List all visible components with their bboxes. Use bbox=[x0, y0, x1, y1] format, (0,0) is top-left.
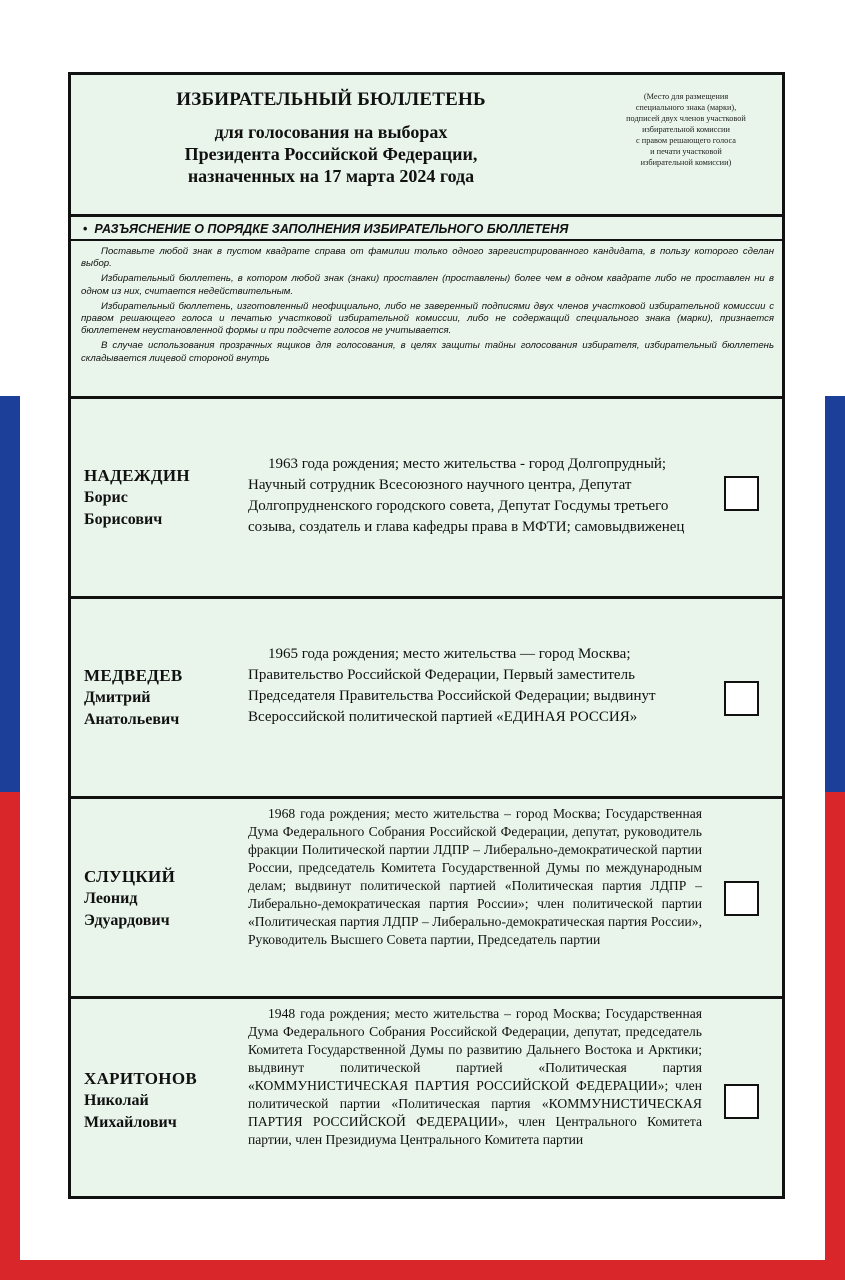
candidate-patronymic: Анатольевич bbox=[84, 711, 180, 728]
candidate-surname: СЛУЦКИЙ bbox=[84, 867, 176, 886]
candidate-info-text: 1963 года рождения; место жительства - город Долгопрудный; Научный сотрудник Всесоюзного научного центра, Депутат Долгопрудненского городского совета, Депутат Госдумы третьего созыва, создатель и глава кафедры права в МФТИ; самовыдвиженец bbox=[248, 456, 685, 535]
subtitle-line: Президента Российской Федерации, bbox=[184, 144, 478, 164]
candidate-patronymic: Михайлович bbox=[84, 1114, 177, 1131]
vote-checkbox-medvedev[interactable] bbox=[724, 681, 759, 716]
instruction-paragraph: Избирательный бюллетень, в котором любой знак (знаки) проставлен (проставлены) более чем в одном квадрате либо не проставлен ни в одном из них, считается недействительным. bbox=[81, 273, 774, 297]
candidate-name bbox=[84, 465, 234, 531]
stamp-note-line: (Место для размещения bbox=[643, 92, 729, 101]
candidate-surname: НАДЕЖДИН bbox=[84, 466, 190, 485]
ballot-subtitle bbox=[111, 121, 551, 187]
stamp-note-line: подписей двух членов участковой bbox=[626, 114, 746, 123]
candidate-info-text: 1948 года рождения; место жительства – город Москва; Государственная Дума Федерального Собрания Российской Федерации, депутат, председатель Комитета Государственной Думы по развитию Дальнего Востока и Арктики; выдвинут политической партией «Политическая партия «КОММУНИСТИЧЕСКАЯ ПАРТИЯ РОССИЙСКОЙ ФЕДЕРАЦИИ»; член политической партии «Политическая партия «КОММУНИСТИЧЕСКАЯ ПАРТИЯ РОССИЙСКОЙ ФЕДЕРАЦИИ», член Центрального Комитета партии, член Президиума Центрального Комитета партии bbox=[248, 1006, 702, 1147]
stamp-note-line: и печати участковой bbox=[650, 147, 722, 156]
ballot-header bbox=[71, 75, 782, 217]
candidate-first-name: Дмитрий bbox=[84, 689, 151, 706]
candidate-info bbox=[248, 1005, 702, 1149]
instructions-body bbox=[71, 241, 782, 365]
subtitle-line: назначенных на 17 марта 2024 года bbox=[187, 166, 475, 186]
vote-checkbox-slutsky[interactable] bbox=[724, 881, 759, 916]
candidate-info-text: 1968 года рождения; место жительства – город Москва; Государственная Дума Федерального Собрания Российской Федерации, депутат, руководитель фракции Политической партии ЛДПР – Либерально-демократической партии России, председатель Комитета Государственной Думы по международным делам; выдвинут политической партией «Политическая партия ЛДПР – Либерально-демократическая партия России»; член политической партии «Политическая партия ЛДПР – Либерально-демократическая партия России», Руководитель Высшего Совета партии, Председатель партии bbox=[248, 806, 702, 947]
vote-checkbox-nadezhdin[interactable] bbox=[724, 476, 759, 511]
stamp-note-line: избирательной комиссии) bbox=[640, 158, 732, 167]
candidate-first-name: Леонид bbox=[84, 890, 138, 907]
candidate-surname: ХАРИТОНОВ bbox=[84, 1069, 197, 1088]
candidate-info bbox=[248, 805, 702, 949]
candidate-info bbox=[248, 644, 702, 728]
instructions-heading bbox=[71, 217, 782, 241]
candidate-name bbox=[84, 1068, 234, 1134]
candidate-row-slutsky bbox=[71, 799, 782, 999]
candidate-first-name: Николай bbox=[84, 1092, 149, 1109]
candidate-row-nadezhdin bbox=[71, 399, 782, 599]
instructions-section bbox=[71, 217, 782, 399]
candidate-patronymic: Борисович bbox=[84, 511, 163, 528]
ballot-title: ИЗБИРАТЕЛЬНЫЙ БЮЛЛЕТЕНЬ bbox=[176, 89, 486, 110]
instructions-heading-text: РАЗЪЯСНЕНИЕ О ПОРЯДКЕ ЗАПОЛНЕНИЯ ИЗБИРАТЕЛЬНОГО БЮЛЛЕТЕНЯ bbox=[94, 222, 569, 236]
candidate-surname: МЕДВЕДЕВ bbox=[84, 666, 183, 685]
candidate-name bbox=[84, 665, 234, 731]
ballot bbox=[68, 72, 785, 1199]
subtitle-line: для голосования на выборах bbox=[214, 122, 448, 142]
instruction-paragraph: Избирательный бюллетень, изготовленный неофициально, либо не заверенный подписями двух членов участковой избирательной комиссии с правом решающего голоса и печатью участковой избирательной комиссии, либо не содержащий специального знака (марки), признается бюллетенем неустановленной формы и при подсчете голосов не учитывается. bbox=[81, 300, 774, 337]
stamp-note-line: специального знака (марки), bbox=[635, 103, 737, 112]
candidate-row-medvedev bbox=[71, 599, 782, 799]
candidate-row-kharitonov bbox=[71, 999, 782, 1196]
vote-checkbox-kharitonov[interactable] bbox=[724, 1084, 759, 1119]
candidate-info-text: 1965 года рождения; место жительства — город Москва; Правительство Российской Федерации, Первый заместитель Председателя Правительства Российской Федерации; выдвинут Всероссийской политической партией «ЕДИНАЯ РОССИЯ» bbox=[248, 646, 656, 725]
stamp-note-line: избирательной комиссии bbox=[642, 125, 730, 134]
candidate-patronymic: Эдуардович bbox=[84, 912, 170, 929]
title-block bbox=[111, 89, 551, 187]
stamp-placement-note bbox=[601, 91, 771, 168]
candidate-info bbox=[248, 454, 702, 538]
bullet-icon: • bbox=[83, 222, 88, 236]
instruction-paragraph: В случае использования прозрачных ящиков для голосования, в целях защиты тайны голосования избирателя, избирательный бюллетень складывается лицевой стороной внутрь bbox=[81, 340, 774, 364]
candidate-first-name: Борис bbox=[84, 489, 128, 506]
candidate-name bbox=[84, 866, 234, 932]
instruction-paragraph: Поставьте любой знак в пустом квадрате справа от фамилии только одного зарегистрированного кандидата, в пользу которого сделан выбор. bbox=[81, 246, 774, 270]
stamp-note-line: с правом решающего голоса bbox=[636, 136, 736, 145]
